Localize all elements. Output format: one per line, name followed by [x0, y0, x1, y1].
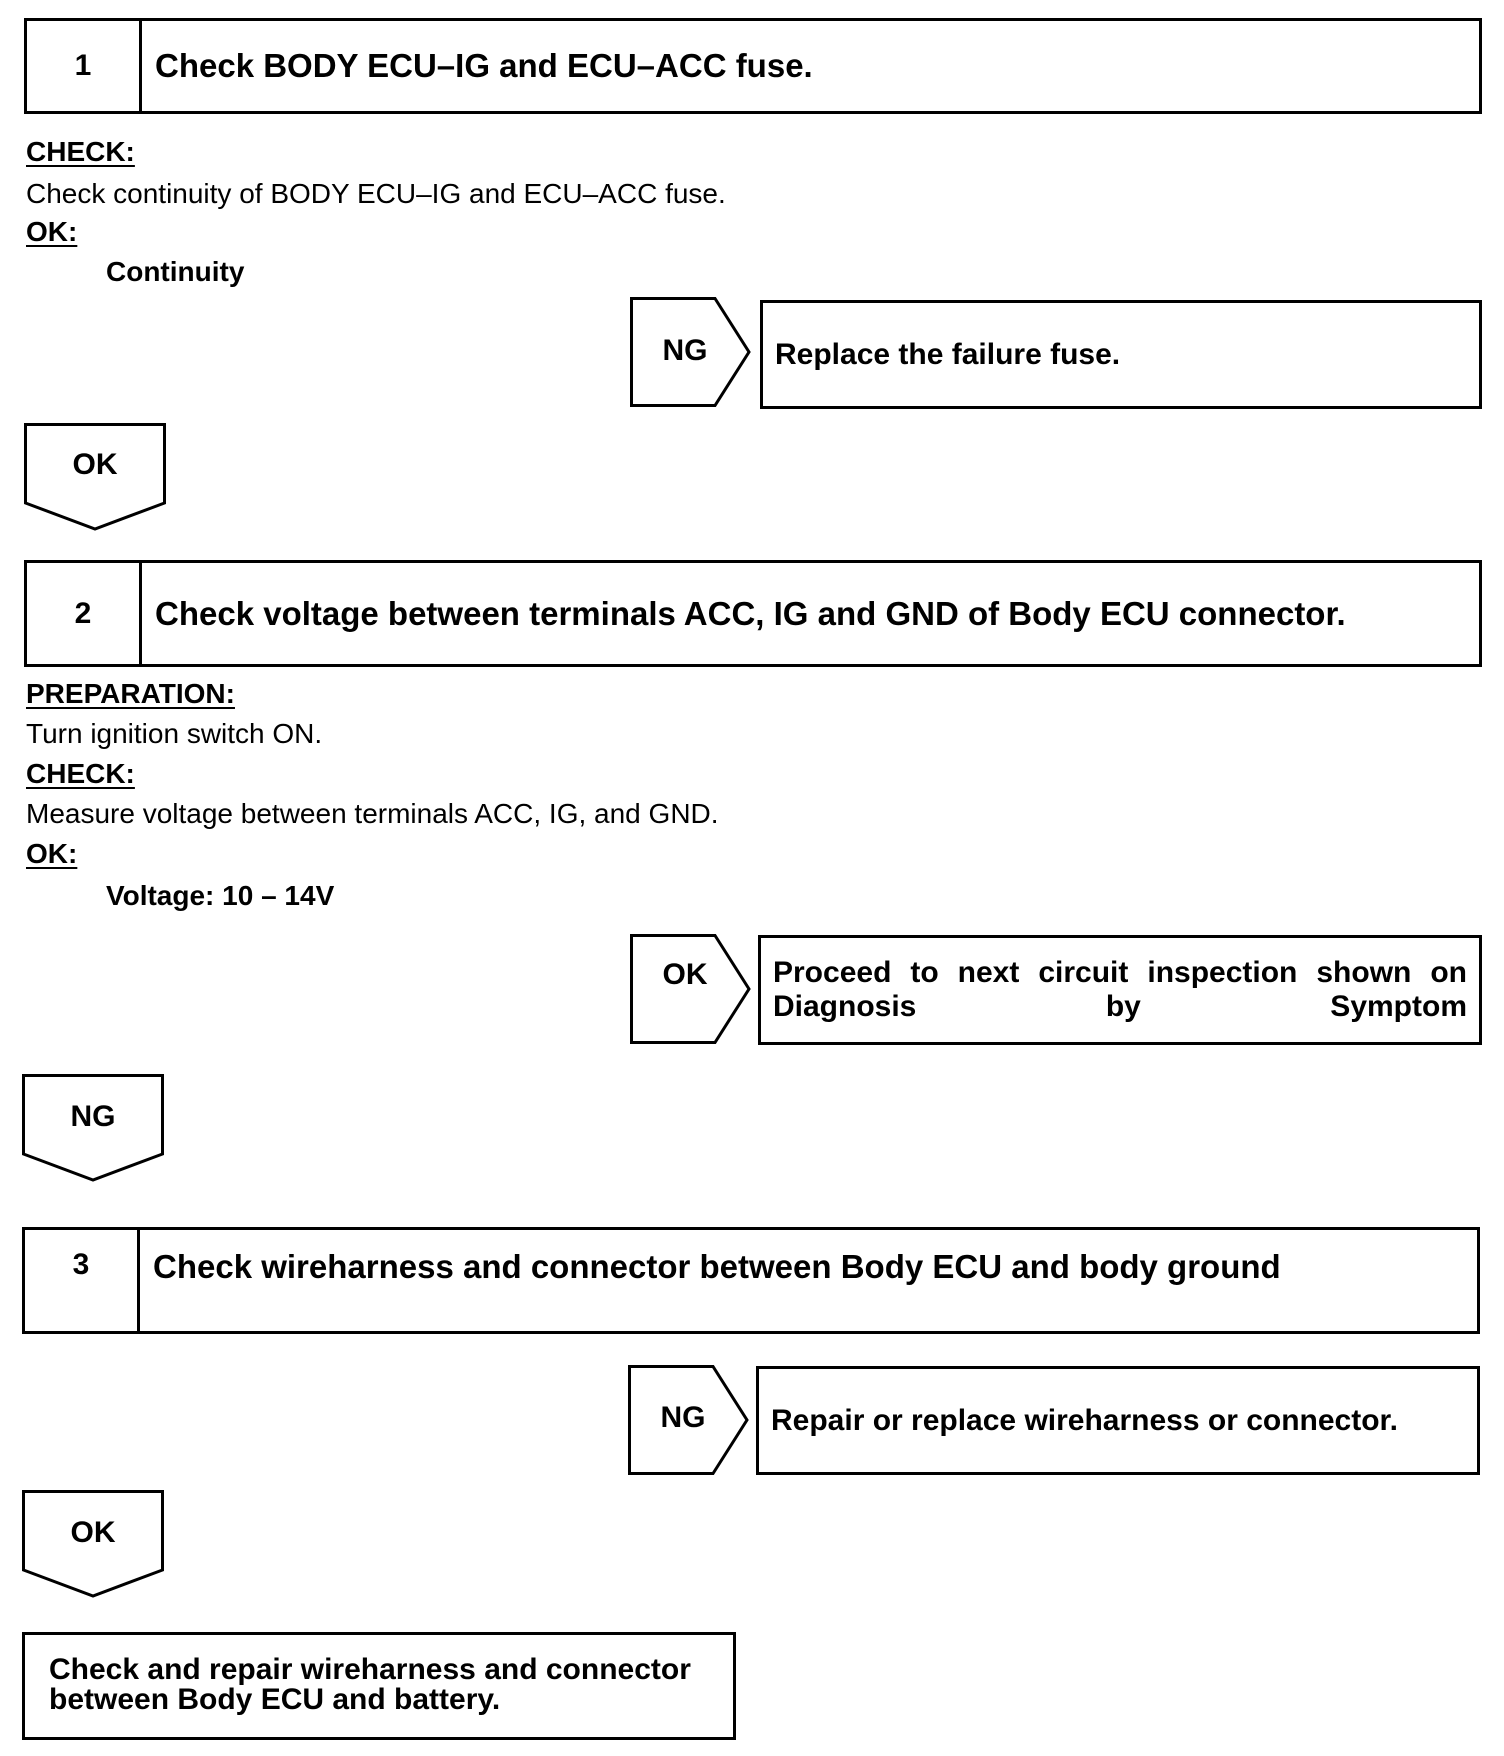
- step-1-ok-heading: OK:: [26, 216, 78, 247]
- step-2-check-text: Measure voltage between terminals ACC, IG, and GND.: [26, 798, 719, 829]
- step-2-box: [24, 560, 1482, 667]
- step-2-ok-label: OK: [662, 958, 708, 991]
- step-2-ok-heading: OK:: [26, 838, 78, 869]
- step-1-check-heading: CHECK:: [26, 136, 135, 167]
- final-action-box: Check and repair wireharness and connector between Body ECU and battery.: [22, 1632, 736, 1740]
- step-1-number: 1: [27, 21, 142, 111]
- step-3-ng-result: Repair or replace wireharness or connector.: [756, 1366, 1480, 1475]
- step-3-ok-label: OK: [70, 1516, 116, 1549]
- step-1-check-text: Check continuity of BODY ECU–IG and ECU–ACC fuse.: [26, 178, 726, 209]
- step-2-check-heading: CHECK:: [26, 758, 135, 789]
- step-2-title: Check voltage between terminals ACC, IG and GND of Body ECU connector.: [155, 594, 1346, 632]
- step-1-box: [24, 18, 1482, 114]
- step-2-number: 2: [27, 563, 142, 664]
- step-2-preparation-text: Turn ignition switch ON.: [26, 718, 323, 749]
- step-1-title: Check BODY ECU–IG and ECU–ACC fuse.: [155, 47, 813, 84]
- step-2-ok-result: Proceed to next circuit inspection shown on Diagnosis by Symptom: [758, 935, 1482, 1045]
- step-2-preparation-heading: PREPARATION:: [26, 678, 235, 709]
- step-3-number: 3: [25, 1230, 140, 1331]
- step-3-ng-label: NG: [660, 1401, 706, 1434]
- step-1-ok-label: OK: [72, 448, 118, 481]
- step-1-ok-value: Continuity: [106, 256, 245, 287]
- step-3-box: [22, 1227, 1480, 1334]
- step-2-ok-value: Voltage: 10 – 14V: [106, 880, 335, 911]
- step-1-ng-result: Replace the failure fuse.: [760, 300, 1482, 409]
- step-2-ng-label: NG: [70, 1100, 116, 1133]
- step-1-ng-label: NG: [662, 334, 708, 367]
- step-3-title: Check wireharness and connector between Body ECU and body ground: [153, 1248, 1281, 1285]
